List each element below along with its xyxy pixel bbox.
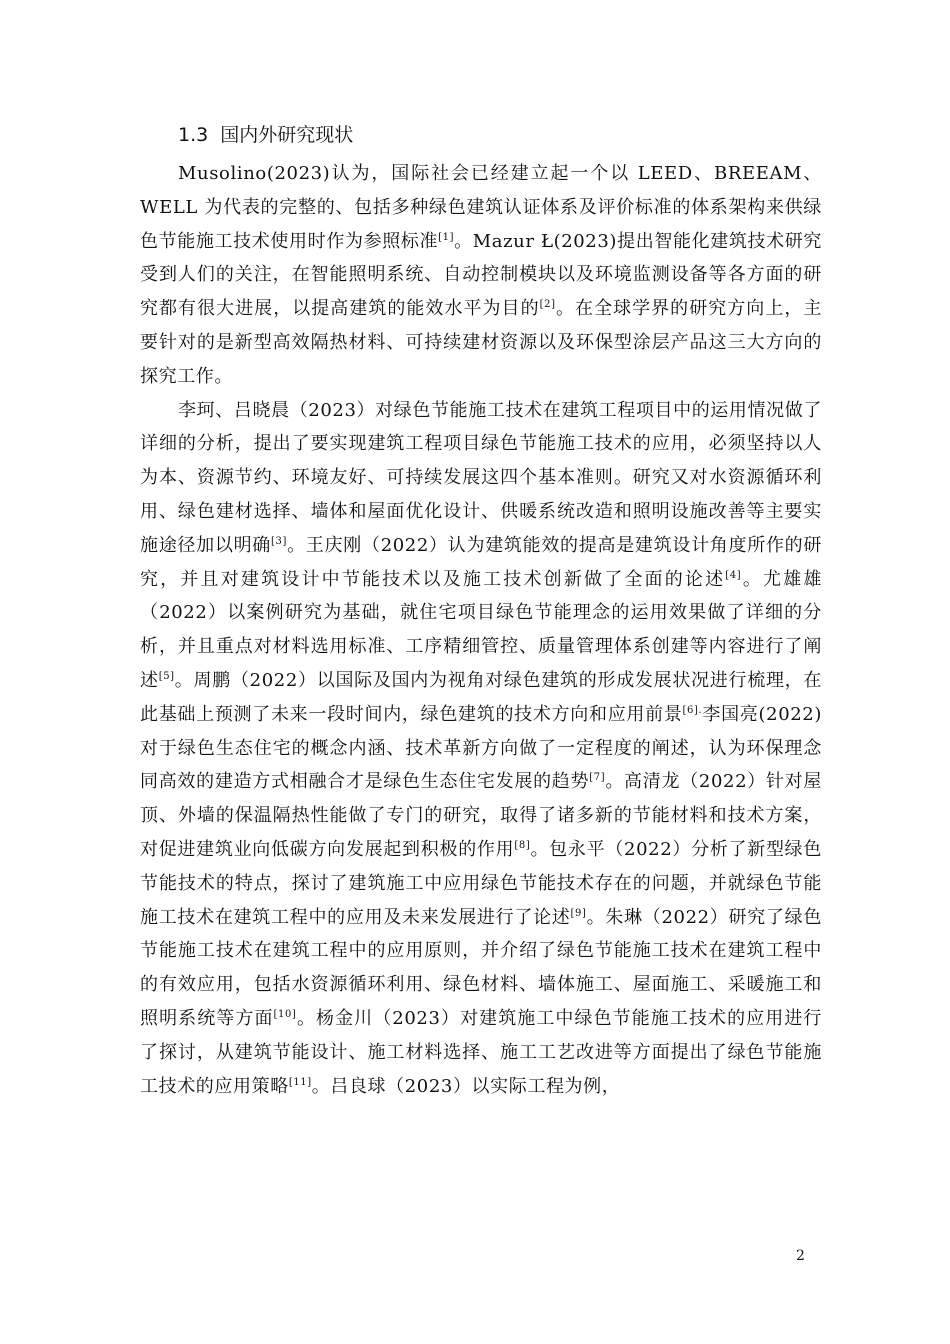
text-run: 。尤雄雄（2022）以案例研究为基础，就住宅项目绿色节能理念的运用效果做了详细的分析，并且重点对材料选用标准、工序精细管控、质量管理体系创建等内容进行了阐述	[140, 568, 822, 691]
text-run: 。朱琳（2022）研究了绿色节能施工技术在建筑工程中的应用原则，并介绍了绿色节能施工技术在建筑工程中的有效应用，包括水资源循环利用、绿色材料、墙体施工、屋面施工、采暖施工和照明系统等方面	[140, 906, 822, 1029]
text-run: 。王庆刚（2022）认为建筑能效的提高是建筑设计角度所作的研究，并且对建筑设计中节能技术以及施工技术创新做了全面的论述	[140, 534, 822, 590]
citation-marker: [5]	[158, 670, 175, 682]
section-heading	[178, 121, 353, 149]
citation-marker: [11]	[288, 1076, 312, 1088]
text-run: 。包永平（2022）分析了新型绿色节能技术的特点，探讨了建筑施工中应用绿色节能技术存在的问题，并就绿色节能施工技术在建筑工程中的应用及未来发展进行了论述	[140, 838, 823, 928]
page-number: 2	[796, 1248, 805, 1264]
citation-marker: [4]	[725, 569, 742, 581]
citation-marker: [1]	[438, 231, 455, 243]
text-run: 。在全球学界的研究方向上，主要针对的是新型高效隔热材料、可持续建材资源以及环保型涂层产品这三大方向的探究工作。	[140, 298, 822, 387]
body-text	[140, 157, 822, 1103]
text-run: 。高清龙（2022）针对屋顶、外墙的保温隔热性能做了专门的研究，取得了诸多新的节能材料和技术方案，对促进建筑业向低碳方向发展起到积极的作用	[140, 771, 822, 860]
citation-marker: [10]	[273, 1008, 297, 1020]
citation-marker: [7]	[589, 772, 606, 784]
paragraph-domestic-research	[140, 394, 822, 1104]
text-run: 李国亮(2022)对于绿色生态住宅的概念内涵、技术革新方向做了一定程度的阐述，认为环保理念同高效的建造方式相融合才是绿色生态住宅发展的趋势	[140, 703, 822, 793]
text-run: Musolino(2023)认为，国际社会已经建立起一个以 LEED、BREEAM、WELL 为代表的完整的、包括多种绿色建筑认证体系及评价标准的体系架构来供绿色节能施工技术使用时作为参照标准	[140, 163, 822, 252]
section-title: 国内外研究现状	[220, 124, 354, 146]
section-number: 1.3	[178, 124, 209, 146]
text-run: 。吕良球（2023）以实际工程为例，	[311, 1075, 621, 1097]
text-run: 。周鹏（2022）以国际及国内为视角对绿色建筑的形成发展状况进行梳理，在此基础上预测了未来一段时间内，绿色建筑的技术方向和应用前景	[140, 669, 822, 725]
citation-marker: [3]	[271, 535, 287, 547]
citation-marker: [8]	[514, 839, 531, 851]
text-run: 李珂、吕晓晨（2023）对绿色节能施工技术在建筑工程项目中的运用情况做了详细的分析，提出了要实现建筑工程项目绿色节能施工技术的应用，必须坚持以人为本、资源节约、环境友好、可持续发展这四个基本准则。研究又对水资源循环利用、绿色建材选择、墙体和屋面优化设计、供暖系统改造和照明设施改善等主要实施途径加以明确	[140, 399, 822, 556]
citation-marker: [6].	[682, 704, 703, 716]
text-run: 。杨金川（2023）对建筑施工中绿色节能施工技术的应用进行了探讨，从建筑节能设计、施工材料选择、施工工艺改进等方面提出了绿色节能施工技术的应用策略	[140, 1007, 822, 1097]
citation-marker: [2]	[539, 299, 556, 311]
text-run: 。Mazur Ł(2023)提出智能化建筑技术研究受到人们的关注，在智能照明系统、自动控制模块以及环境监测设备等各方面的研究都有很大进展，以提高建筑的能效水平为目的	[140, 230, 822, 320]
citation-marker: [9]	[570, 907, 587, 919]
paragraph-international-research	[140, 157, 822, 394]
